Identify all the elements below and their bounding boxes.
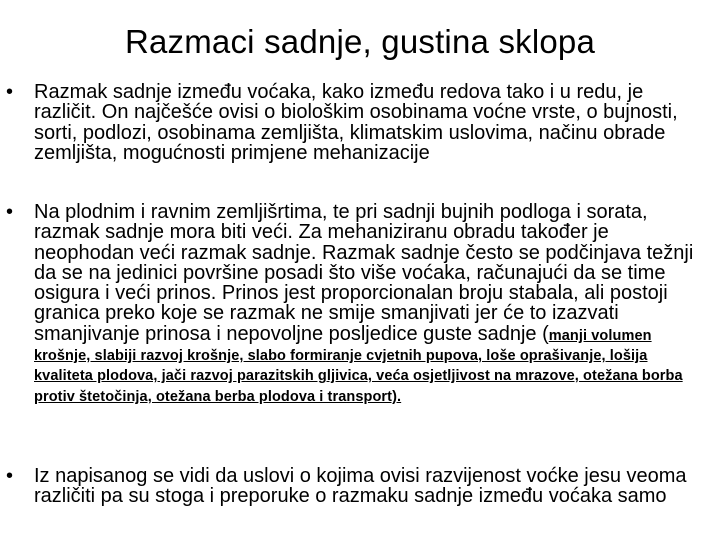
consequences-note: manji volumen krošnje, slabiji razvoj krošnje, slabo formiranje cvjetnih pupova, loše oprašivanje, lošija kvaliteta plodova, jači razvoj parazitskih gljivica, veća osjetljivost na mrazove, otežana borba protiv štetočinja, otežana berba plodova i transport).: [34, 327, 683, 405]
bullet-text-with-note: [34, 202, 710, 405]
bullet-text: Iz napisanog se vidi da uslovi o kojima ovisi razvijenost voćke jesu veoma različiti pa su stoga i preporuke o razmaku sadnje između voćaka samo: [34, 465, 687, 508]
bullet-text: Razmak sadnje između voćaka, kako između redova tako i u redu, je različit. On najčešće ovisi o biološkim osobinama voćne vrste, o bujnosti, sorti, podlozi, osobinama zemljišta, klimatskim uslovima, načinu obrade zemljišta, mogućnosti primjene mehanizacije: [34, 81, 678, 164]
bullet-marker: •: [6, 201, 14, 223]
bullet-marker: •: [6, 81, 14, 103]
bullet-marker: •: [6, 465, 14, 487]
slide-title: Razmaci sadnje, gustina sklopa: [124, 23, 596, 60]
bullet-text: Na plodnim i ravnim zemljišrtima, te pri sadnji bujnih podloga i sorata, razmak sadnje mora biti veći. Za mehaniziranu obradu također je neophodan veći razmak sadnje. Razmak sadnje često se podčinjava težnji da se na jedinici površine posadi što više voćaka, računajući da se time osigura i veći prinos. Prinos jest proporcionalan broju stabala, ali postoji granica preko koje se razmak ne smije smanjivati jer će to izazvati smanjivanje prinosa i nepovoljne posljedice guste sadnje (: [34, 201, 694, 345]
